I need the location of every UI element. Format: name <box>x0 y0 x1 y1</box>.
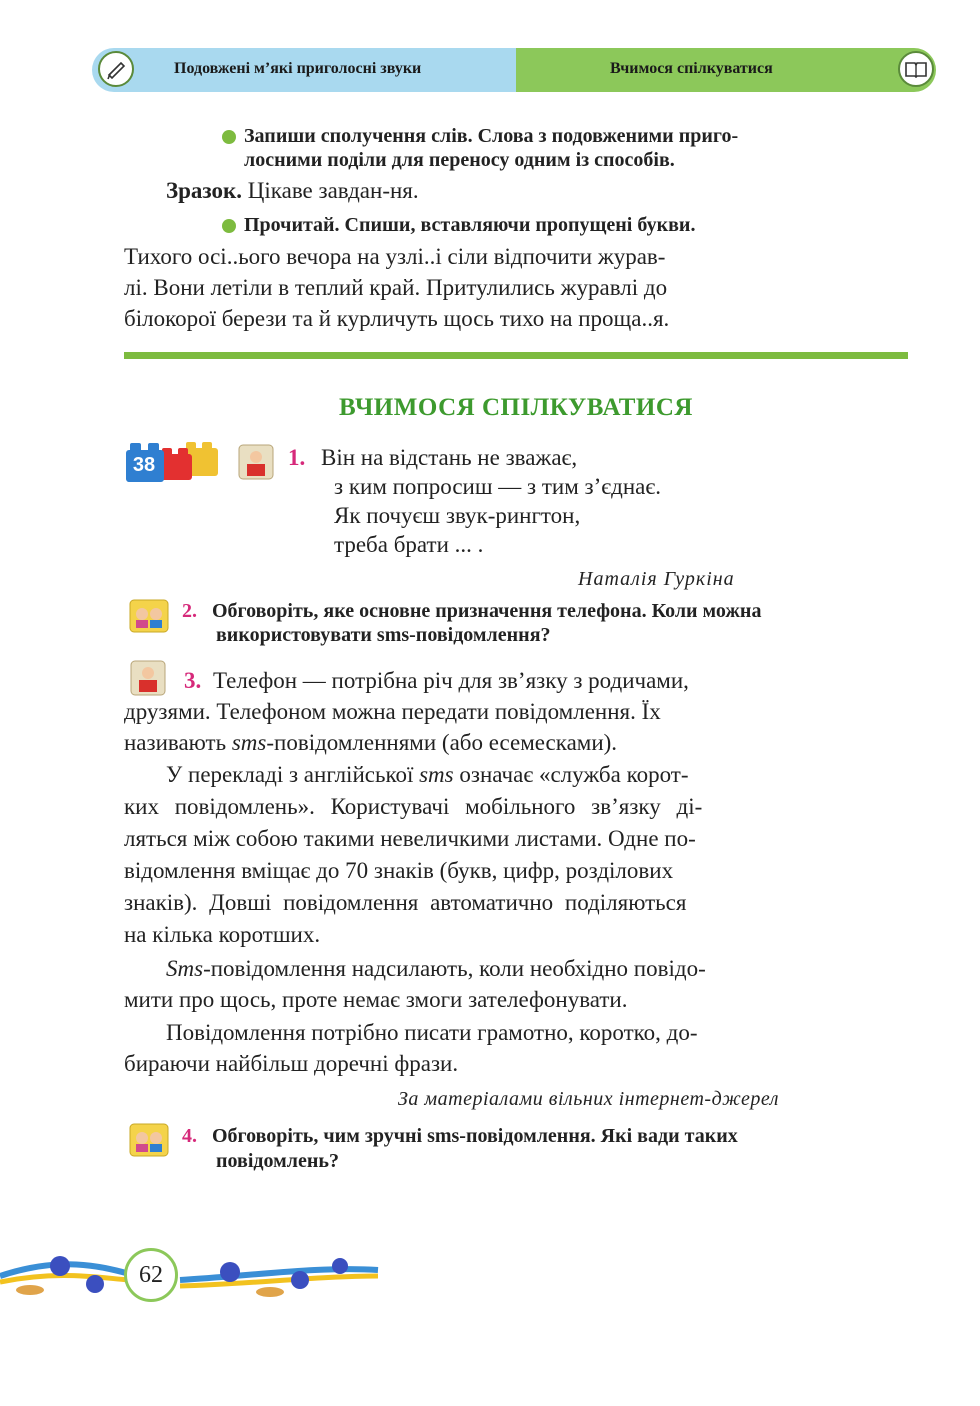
exercise-4-text: Обговоріть, чим зручні sms-повідомлення. Які вади таких <box>212 1125 738 1147</box>
page-header <box>92 48 938 94</box>
discussion-children-icon <box>126 596 168 636</box>
task-text: лосними поділи для переносу одним із способів. <box>244 149 675 171</box>
italic-term: sms <box>231 730 267 755</box>
poem-line: Він на відстань не зважає, <box>321 445 578 470</box>
exercise-3-text: на кілька коротших. <box>124 922 321 947</box>
source-citation: За матеріалами вільних інтернет-джерел <box>398 1088 780 1110</box>
exercise-3-text: відомлення вміщає до 70 знаків (букв, цифр, розділових <box>124 858 674 883</box>
text-run: -повідомленнями (або есемесками). <box>266 730 618 755</box>
sample-label: Зразок. <box>166 178 243 203</box>
bullet-dot <box>222 130 236 144</box>
pen-icon <box>98 51 134 87</box>
reading-child-icon <box>128 658 170 698</box>
text-run: означає «служба корот- <box>453 762 689 787</box>
section-divider <box>124 352 908 359</box>
exercise-1-number: 1. <box>288 445 306 470</box>
reading-child-icon <box>236 442 278 482</box>
text-run: -повідомлення надсилають, коли необхідно повідо- <box>203 956 706 981</box>
exercise-2-text: Обговоріть, яке основне призначення телефона. Коли можна <box>212 600 762 622</box>
exercise-4-line <box>182 1125 738 1148</box>
sample-text: Цікаве завдан-ня. <box>247 178 419 203</box>
exercise-3-text: Телефон — потрібна річ для зв’язку з родичами, <box>213 668 689 693</box>
exercise-3-number: 3. <box>184 668 202 693</box>
exercise-4-number: 4. <box>182 1125 197 1147</box>
exercise-3-text: ляться між собою такими невеличкими листами. Одне по- <box>124 826 696 851</box>
book-icon <box>898 51 934 87</box>
task-text: Запиши сполучення слів. Слова з подовженими приго- <box>244 125 739 147</box>
exercise-3-text: бираючи найбільш доречні фрази. <box>124 1051 459 1076</box>
exercise-3-text: мити про щось, проте немає змоги зателефонувати. <box>124 987 628 1012</box>
paragraph-line: білокорої берези та й курличуть щось тихо на проща..я. <box>124 306 670 331</box>
exercise-4-text: повідомлень? <box>216 1150 339 1172</box>
lesson-number-badge: 38 <box>132 454 156 476</box>
exercise-3-text: знаків). Довші повідомлення автоматично поділяються <box>124 890 687 915</box>
exercise-3-text <box>166 954 706 984</box>
italic-term: sms <box>419 762 454 787</box>
exercise-3-text: Повідомлення потрібно писати грамотно, коротко, до- <box>166 1020 698 1045</box>
floral-ornament <box>0 1236 380 1316</box>
exercise-3-text <box>166 760 689 790</box>
paragraph-line: лі. Вони летіли в теплий край. Притулились журавлі до <box>124 275 668 300</box>
exercise-2-line <box>182 600 761 623</box>
poem-line: з ким попросиш — з тим з’єднає. <box>334 474 661 499</box>
exercise-3-text <box>124 728 617 758</box>
exercise-3-line <box>184 666 689 696</box>
header-right-title: Вчимося спілкуватися <box>610 60 773 77</box>
exercise-3-text: друзями. Телефоном можна передати повідомлення. Їх <box>124 699 661 724</box>
sample-line <box>166 176 419 206</box>
text-run: У перекладі з англійської <box>166 762 420 787</box>
exercise-3-text: ких повідомлень». Користувачі мобільного зв’язку ді- <box>124 794 703 819</box>
italic-term: Sms <box>166 956 204 981</box>
exercise-2-text: використовувати sms-повідомлення? <box>216 624 551 646</box>
poem-line: Як почуєш звук-рингтон, <box>334 503 581 528</box>
exercise-2-number: 2. <box>182 600 197 622</box>
header-left-title: Подовжені м’які приголосні звуки <box>174 60 422 77</box>
section-title: ВЧИМОСЯ СПІЛКУВАТИСЯ <box>339 394 693 421</box>
page-number: 62 <box>124 1248 178 1302</box>
text-run: називають <box>124 730 232 755</box>
exercise-1-line <box>288 443 577 473</box>
bullet-dot <box>222 219 236 233</box>
task-text: Прочитай. Спиши, вставляючи пропущені букви. <box>244 214 696 236</box>
discussion-children-icon <box>126 1120 168 1160</box>
poem-author: Наталія Гуркіна <box>578 568 735 590</box>
paragraph-line: Тихого осі..ього вечора на узлі..і сіли відпочити журав- <box>124 244 666 269</box>
poem-line: треба брати ... . <box>334 532 484 557</box>
